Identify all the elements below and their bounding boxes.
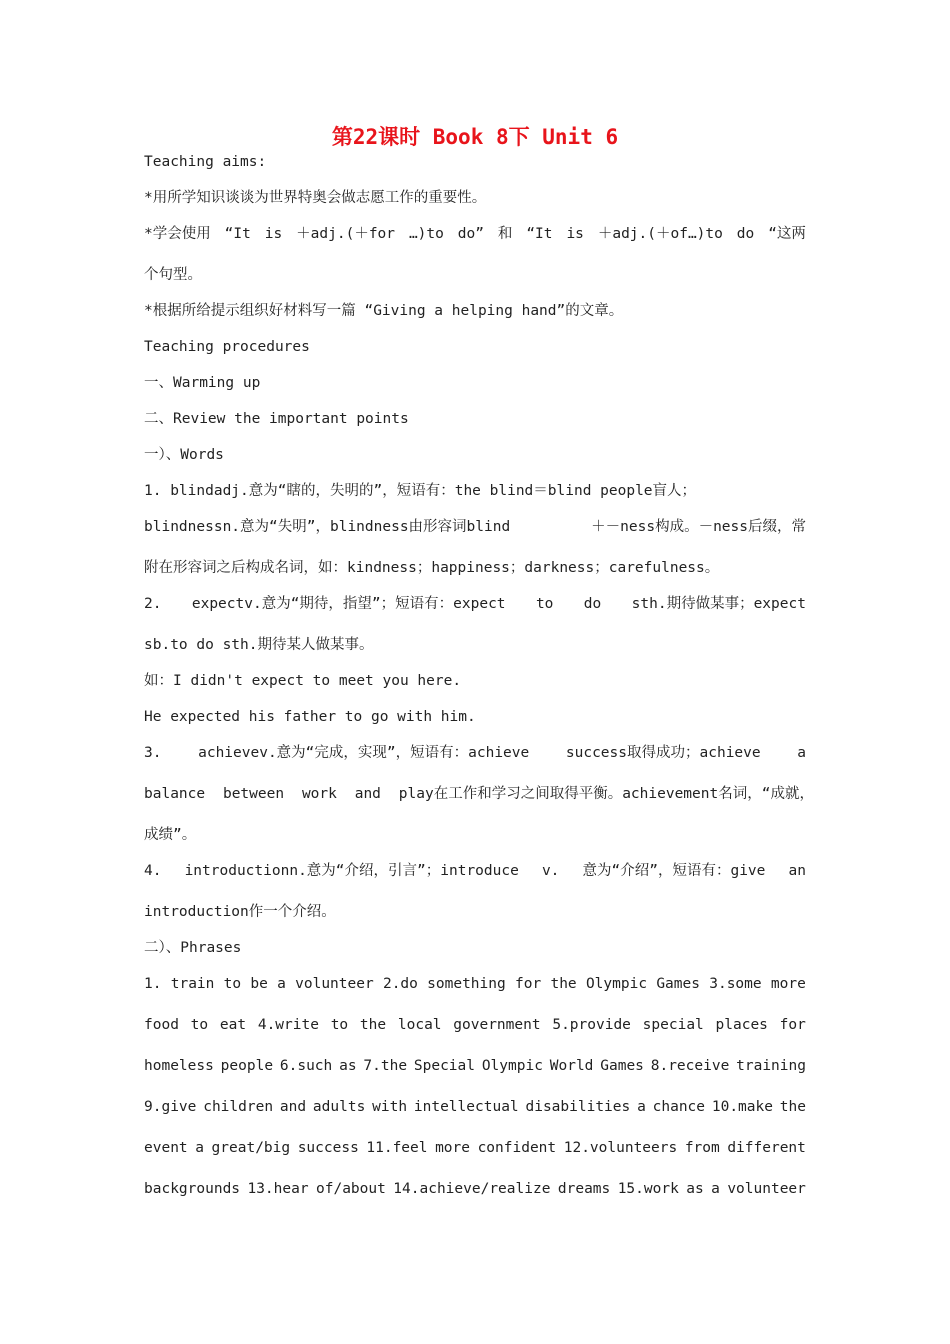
- word: a: [797, 745, 806, 761]
- word: Olympic: [481, 1058, 543, 1074]
- word: something: [427, 976, 506, 992]
- word: work: [301, 786, 337, 802]
- word: Games: [600, 1058, 644, 1074]
- phrase-list-line-4: [144, 1097, 806, 1117]
- word: is: [566, 226, 584, 242]
- word: different: [727, 1140, 806, 1156]
- word: food: [144, 1017, 179, 1033]
- word: 意为“介绍”，短语有：give: [582, 863, 766, 879]
- word: confident: [477, 1140, 557, 1156]
- word: 3.some: [709, 976, 762, 992]
- word: a: [277, 976, 286, 992]
- word: more: [435, 1140, 470, 1156]
- word: between: [222, 786, 285, 802]
- word: *学会使用: [144, 226, 211, 242]
- example-sentence-1: 如：I didn't expect to meet you here.: [144, 673, 462, 689]
- word: 4.: [144, 863, 162, 879]
- word-entry-expect: [144, 594, 806, 614]
- word: 6.such: [279, 1058, 333, 1074]
- word: 2.do: [382, 976, 418, 992]
- word: 9.give: [144, 1099, 197, 1115]
- phrase-list-line-1: [144, 974, 806, 994]
- word-entry-expect-continued: sb.to do sth.期待某人做某事。: [144, 637, 374, 653]
- word: 12.volunteers: [563, 1140, 678, 1156]
- subsection-phrases: 二）、Phrases: [144, 940, 242, 956]
- procedure-warming-up: 一、Warming up: [144, 375, 261, 391]
- word: an: [788, 863, 806, 879]
- word: 3.: [144, 745, 162, 761]
- word: do: [736, 226, 755, 242]
- word: a: [195, 1140, 204, 1156]
- example-sentence-2: He expected his father to go with him.: [144, 709, 476, 725]
- word-entry-blindness: [144, 517, 806, 537]
- word: train: [170, 976, 215, 992]
- word: and: [279, 1099, 307, 1115]
- procedure-review: 二、Review the important points: [144, 411, 409, 427]
- word: eat: [219, 1017, 247, 1033]
- word: special: [642, 1017, 704, 1033]
- phrase-list-line-6: [144, 1179, 806, 1199]
- aim-item-2-continued: 个句型。: [144, 267, 202, 283]
- word: with: [372, 1099, 408, 1115]
- word: sth.期待做某事；expect: [631, 596, 806, 612]
- word: introductionn.意为“介绍，引言”；introduce: [184, 863, 519, 879]
- word: expectv.意为“期待，指望”；短语有：expect: [191, 596, 506, 612]
- word: Games: [656, 976, 700, 992]
- aim-item-2: [144, 224, 806, 244]
- word: to: [330, 1017, 349, 1033]
- word: 10.make: [711, 1099, 773, 1115]
- word: the: [779, 1099, 806, 1115]
- word: local: [397, 1017, 442, 1033]
- section-heading-teaching-procedures: Teaching procedures: [144, 339, 310, 355]
- word: backgrounds: [144, 1181, 241, 1197]
- word: great/big: [211, 1140, 291, 1156]
- word: 4.write: [257, 1017, 319, 1033]
- section-heading-teaching-aims: Teaching aims:: [144, 154, 267, 170]
- word: “It: [224, 226, 251, 242]
- word: 5.provide: [552, 1017, 631, 1033]
- phrase-list-line-2: [144, 1015, 806, 1035]
- word: success: [297, 1140, 359, 1156]
- word-entry-blindness-continued: 附在形容词之后构成名词，如：kindness；happiness；darkness；carefulness。: [144, 560, 720, 576]
- word: ＋adj.(＋for: [296, 226, 396, 242]
- word: …)to: [408, 226, 444, 242]
- word-entry-achieve-end: 成绩”。: [144, 827, 197, 843]
- word: the: [359, 1017, 387, 1033]
- word: as: [339, 1058, 357, 1074]
- word: to: [535, 596, 554, 612]
- word: from: [684, 1140, 720, 1156]
- word: for: [515, 976, 542, 992]
- word: ＋－ness构成。－ness后缀，常: [591, 519, 806, 535]
- word: to: [190, 1017, 209, 1033]
- word: 7.the: [363, 1058, 408, 1074]
- word: training: [736, 1058, 806, 1074]
- word: “这两: [768, 226, 806, 242]
- word: success取得成功；achieve: [565, 745, 761, 761]
- word: disabilities: [525, 1099, 631, 1115]
- word: World: [549, 1058, 594, 1074]
- word: for: [779, 1017, 806, 1033]
- word: is: [264, 226, 283, 242]
- word: v.: [541, 863, 560, 879]
- aim-item-3: *根据所给提示组织好材料写一篇 “Giving a helping hand”的文章。: [144, 303, 624, 319]
- word: the: [550, 976, 577, 992]
- word: 14.achieve/realize: [393, 1181, 551, 1197]
- word: intellectual: [413, 1099, 519, 1115]
- word: 15.work: [617, 1181, 679, 1197]
- word: volunteer: [727, 1181, 806, 1197]
- word: be: [250, 976, 268, 992]
- word: Special: [413, 1058, 475, 1074]
- word: homeless: [144, 1058, 214, 1074]
- word: more: [770, 976, 806, 992]
- word: event: [144, 1140, 188, 1156]
- word: government: [453, 1017, 541, 1033]
- word: 2.: [144, 596, 162, 612]
- word-entry-blind: 1. blindadj.意为“瞎的，失明的”，短语有：the blind＝blind people盲人；: [144, 483, 697, 499]
- word: chance: [652, 1099, 706, 1115]
- word: do”: [457, 226, 484, 242]
- aim-item-1: *用所学知识谈谈为世界特奥会做志愿工作的重要性。: [144, 190, 487, 206]
- word: “It: [526, 226, 553, 242]
- word: a: [637, 1099, 646, 1115]
- word: to: [223, 976, 242, 992]
- phrase-list-line-3: [144, 1056, 806, 1076]
- word: 1.: [144, 976, 162, 992]
- word: achievev.意为“完成，实现”，短语有：achieve: [198, 745, 530, 761]
- subsection-words: 一）、Words: [144, 447, 224, 463]
- word-entry-introduction: [144, 861, 806, 881]
- word: a: [711, 1181, 720, 1197]
- word: of/about: [316, 1181, 386, 1197]
- word: children: [203, 1099, 274, 1115]
- word-entry-achieve: [144, 743, 806, 763]
- word: places: [715, 1017, 768, 1033]
- word: dreams: [557, 1181, 611, 1197]
- word: 13.hear: [247, 1181, 309, 1197]
- word: balance: [144, 786, 206, 802]
- phrase-list-line-5: [144, 1138, 806, 1158]
- word: play在工作和学习之间取得平衡。achievement名词，“成就，: [398, 786, 814, 802]
- word: do: [583, 596, 602, 612]
- word: people: [220, 1058, 274, 1074]
- word-entry-achieve-continued: [144, 784, 814, 804]
- word: adults: [312, 1099, 366, 1115]
- page-title: 第22课时 Book 8下 Unit 6: [331, 125, 619, 149]
- word: 11.feel: [366, 1140, 428, 1156]
- word: as: [686, 1181, 704, 1197]
- word: ＋adj.(＋of…)to: [597, 226, 723, 242]
- word: blindnessn.意为“失明”，blindness由形容词blind: [144, 519, 511, 535]
- word: 和: [497, 226, 513, 242]
- word: Olympic: [585, 976, 648, 992]
- word: volunteer: [295, 976, 374, 992]
- word-entry-introduction-continued: introduction作一个介绍。: [144, 904, 336, 920]
- word: and: [354, 786, 381, 802]
- word: 8.receive: [650, 1058, 730, 1074]
